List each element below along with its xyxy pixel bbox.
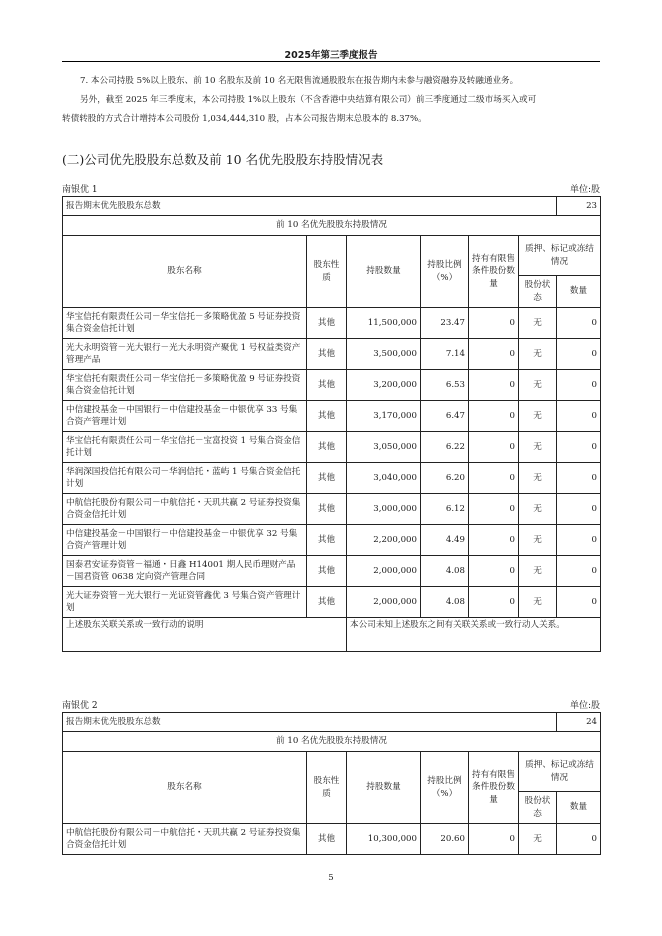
relation-label: 上述股东关联关系或一致行动的说明 (63, 618, 347, 652)
shares-held: 3,040,000 (347, 463, 421, 494)
pledge-qty: 0 (557, 308, 601, 339)
pledge-status: 无 (519, 308, 557, 339)
pledge-qty: 0 (557, 370, 601, 401)
col-shares: 持股数量 (347, 752, 421, 824)
table1-table-row (63, 494, 601, 525)
col-pledge-status: 股份状态 (519, 276, 557, 308)
restricted-shares: 0 (469, 824, 519, 855)
pledge-qty: 0 (557, 824, 601, 855)
restricted-shares: 0 (469, 401, 519, 432)
col-ratio: 持股比例（%） (421, 236, 469, 308)
shares-held: 11,500,000 (347, 308, 421, 339)
shares-held: 3,500,000 (347, 339, 421, 370)
table1-total-row (63, 197, 601, 216)
pledge-qty: 0 (557, 525, 601, 556)
share-ratio: 20.60 (421, 824, 469, 855)
pledge-status: 无 (519, 463, 557, 494)
col-restricted: 持有有限售条件股份数量 (469, 752, 519, 824)
table1-relation-row (63, 618, 601, 652)
holder-name: 中信建投基金－中国银行－中信建投基金－中银优享 32 号集合资产管理计划 (63, 525, 307, 556)
pledge-qty: 0 (557, 556, 601, 587)
pledge-status: 无 (519, 824, 557, 855)
table1-table-row (63, 339, 601, 370)
table2-name: 南银优 2 (62, 701, 98, 711)
table1-table-row (63, 463, 601, 494)
table1-table-row (63, 432, 601, 463)
holder-nature: 其他 (307, 308, 347, 339)
holder-nature: 其他 (307, 525, 347, 556)
col-holder-name: 股东名称 (63, 236, 307, 308)
holder-nature: 其他 (307, 556, 347, 587)
pledge-status: 无 (519, 494, 557, 525)
page-number: 5 (328, 873, 334, 883)
holder-name: 国泰君安证券资管－福通・日鑫 H14001 期人民币理财产品－国君资管 0638 定向资产管理合同 (63, 556, 307, 587)
holder-nature: 其他 (307, 401, 347, 432)
table2-caption (62, 698, 600, 711)
table2-header-row (63, 752, 601, 792)
table1-subheader-row (63, 216, 601, 236)
table2-table-row (63, 824, 601, 855)
restricted-shares: 0 (469, 556, 519, 587)
restricted-shares: 0 (469, 370, 519, 401)
holder-nature: 其他 (307, 824, 347, 855)
pledge-qty: 0 (557, 432, 601, 463)
col-pledge: 质押、标记或冻结情况 (519, 752, 601, 792)
extra-note-line-1: 另外，截至 2025 年三季度末，本公司持股 1%以上股东（不含香港中央结算有限公司）前三季度通过二级市场买入或可 (80, 95, 537, 105)
holder-name: 中航信托股份有限公司－中航信托・天玑共赢 2 号证券投资集合资金信托计划 (63, 824, 307, 855)
holder-name: 光大证券资管－光大银行－光证资管鑫优 3 号集合资产管理计划 (63, 587, 307, 618)
share-ratio: 6.20 (421, 463, 469, 494)
table1-table-row (63, 308, 601, 339)
holder-nature: 其他 (307, 370, 347, 401)
table1-unit: 单位:股 (569, 185, 600, 195)
restricted-shares: 0 (469, 339, 519, 370)
holder-name: 光大永明资管－光大银行－光大永明资产聚优 1 号权益类资产管理产品 (63, 339, 307, 370)
relation-text: 本公司未知上述股东之间有关联关系或一致行动人关系。 (347, 618, 601, 652)
pledge-qty: 0 (557, 494, 601, 525)
table1-subheader: 前 10 名优先股股东持股情况 (63, 216, 601, 236)
holder-name: 华宝信托有限责任公司－华宝信托－多策略优盈 9 号证券投资集合资金信托计划 (63, 370, 307, 401)
table1-table-row (63, 587, 601, 618)
table2-preferred-holders (62, 712, 601, 855)
pledge-status: 无 (519, 525, 557, 556)
col-pledge-status: 股份状态 (519, 792, 557, 824)
table2-subheader-row (63, 732, 601, 752)
shares-held: 3,000,000 (347, 494, 421, 525)
share-ratio: 4.08 (421, 556, 469, 587)
holder-nature: 其他 (307, 494, 347, 525)
table1-table-row (63, 525, 601, 556)
col-holder-name: 股东名称 (63, 752, 307, 824)
restricted-shares: 0 (469, 494, 519, 525)
holder-nature: 其他 (307, 463, 347, 494)
col-shares: 持股数量 (347, 236, 421, 308)
shares-held: 2,000,000 (347, 556, 421, 587)
table1-table-row (63, 370, 601, 401)
share-ratio: 6.53 (421, 370, 469, 401)
table2-total-row (63, 713, 601, 732)
restricted-shares: 0 (469, 308, 519, 339)
share-ratio: 4.49 (421, 525, 469, 556)
pledge-status: 无 (519, 370, 557, 401)
shares-held: 2,200,000 (347, 525, 421, 556)
header-divider (62, 61, 600, 62)
pledge-qty: 0 (557, 587, 601, 618)
report-header-title: 2025年第三季度报告 (284, 50, 378, 61)
pledge-status: 无 (519, 339, 557, 370)
table2-unit: 单位:股 (569, 701, 600, 711)
restricted-shares: 0 (469, 587, 519, 618)
col-ratio: 持股比例（%） (421, 752, 469, 824)
holder-name: 中航信托股份有限公司－中航信托・天玑共赢 2 号证券投资集合资金信托计划 (63, 494, 307, 525)
share-ratio: 6.12 (421, 494, 469, 525)
holder-name: 中信建投基金－中国银行－中信建投基金－中银优享 33 号集合资产管理计划 (63, 401, 307, 432)
holder-name: 华宝信托有限责任公司－华宝信托－多策略优盈 5 号证券投资集合资金信托计划 (63, 308, 307, 339)
pledge-status: 无 (519, 401, 557, 432)
shares-held: 10,300,000 (347, 824, 421, 855)
pledge-status: 无 (519, 587, 557, 618)
table1-table-row (63, 401, 601, 432)
table2-total-label: 报告期末优先股股东总数 (63, 713, 557, 732)
pledge-status: 无 (519, 556, 557, 587)
holder-name: 华宝信托有限责任公司－华宝信托－宝富投资 1 号集合资金信托计划 (63, 432, 307, 463)
share-ratio: 7.14 (421, 339, 469, 370)
shares-held: 3,200,000 (347, 370, 421, 401)
table1-total-value: 23 (557, 197, 601, 216)
table1-preferred-holders (62, 196, 601, 652)
pledge-qty: 0 (557, 401, 601, 432)
restricted-shares: 0 (469, 432, 519, 463)
col-holder-nature: 股东性质 (307, 752, 347, 824)
table1-caption (62, 182, 600, 195)
restricted-shares: 0 (469, 525, 519, 556)
extra-note-line-2: 转债转股的方式合计增持本公司股份 1,034,444,310 股，占本公司报告期末总股本的 8.37%。 (62, 114, 427, 124)
share-ratio: 23.47 (421, 308, 469, 339)
shares-held: 3,170,000 (347, 401, 421, 432)
holder-nature: 其他 (307, 432, 347, 463)
col-pledge: 质押、标记或冻结情况 (519, 236, 601, 276)
col-restricted: 持有有限售条件股份数量 (469, 236, 519, 308)
col-holder-nature: 股东性质 (307, 236, 347, 308)
pledge-qty: 0 (557, 339, 601, 370)
pledge-qty: 0 (557, 463, 601, 494)
table2-total-value: 24 (557, 713, 601, 732)
pledge-status: 无 (519, 432, 557, 463)
holder-nature: 其他 (307, 587, 347, 618)
holder-nature: 其他 (307, 339, 347, 370)
share-ratio: 6.47 (421, 401, 469, 432)
table1-header-row (63, 236, 601, 276)
note-7: 7. 本公司持股 5%以上股东、前 10 名股东及前 10 名无限售流通股股东在报告期内未参与融资融券及转融通业务。 (80, 76, 519, 86)
section-title: (二)公司优先股股东总数及前 10 名优先股股东持股情况表 (62, 152, 384, 167)
share-ratio: 4.08 (421, 587, 469, 618)
table1-total-label: 报告期末优先股股东总数 (63, 197, 557, 216)
table1-name: 南银优 1 (62, 185, 98, 195)
col-pledge-qty: 数量 (557, 792, 601, 824)
restricted-shares: 0 (469, 463, 519, 494)
table2-subheader: 前 10 名优先股股东持股情况 (63, 732, 601, 752)
shares-held: 3,050,000 (347, 432, 421, 463)
share-ratio: 6.22 (421, 432, 469, 463)
holder-name: 华润深国投信托有限公司－华润信托・蓝屿 1 号集合资金信托计划 (63, 463, 307, 494)
table1-table-row (63, 556, 601, 587)
col-pledge-qty: 数量 (557, 276, 601, 308)
shares-held: 2,000,000 (347, 587, 421, 618)
